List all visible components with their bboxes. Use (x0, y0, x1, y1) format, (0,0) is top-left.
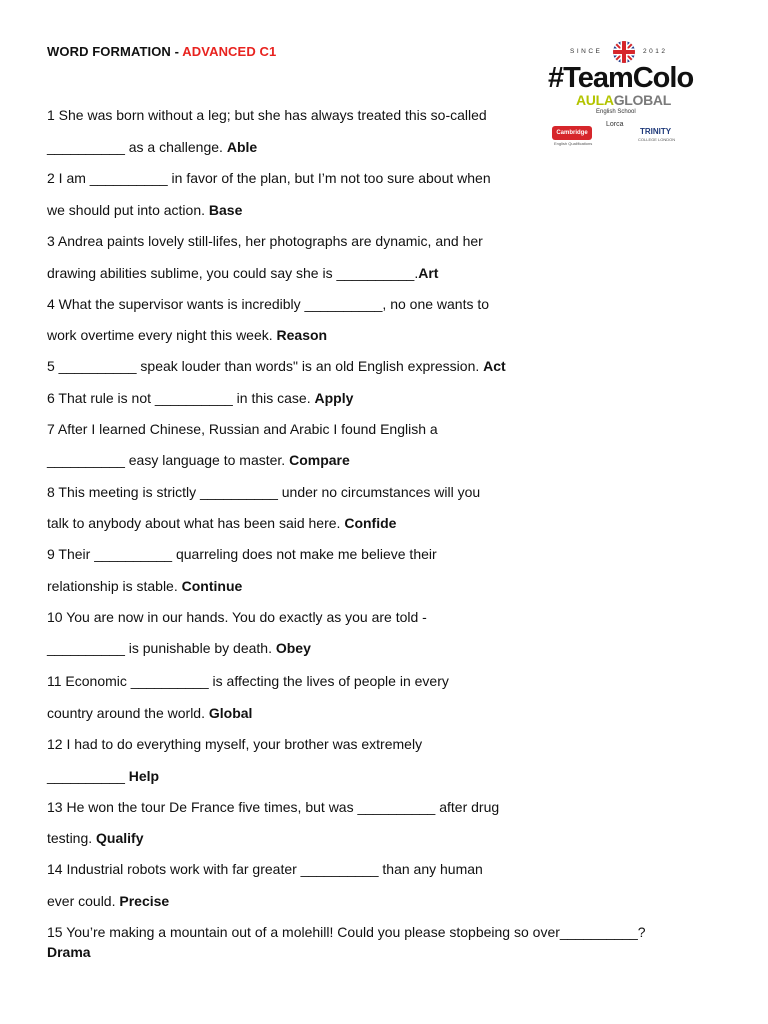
exercise-8-line-1 (47, 484, 480, 500)
exercise-keyword: Drama (47, 944, 91, 960)
logo-brand: #TeamColo (548, 62, 694, 94)
exercise-text: ever could. (47, 893, 120, 909)
exercise-text: 13 He won the tour De France five times, but was __________ after drug (47, 799, 500, 815)
exercise-14-line-2 (47, 893, 169, 909)
exercise-keyword: Confide (344, 515, 397, 531)
title-level: ADVANCED C1 (182, 44, 277, 59)
exercise-keyword: Art (418, 265, 439, 281)
exercise-9-line-1 (47, 546, 437, 562)
exercise-15-line-2 (47, 944, 91, 960)
title-prefix: WORD FORMATION - (47, 44, 183, 59)
exercise-2-line-2 (47, 202, 242, 218)
exercise-text: 12 I had to do everything myself, your brother was extremely (47, 736, 423, 752)
exercise-text: __________ as a challenge. (47, 139, 227, 155)
exercise-text: 4 What the supervisor wants is incredibly __________, no one wants to (47, 296, 490, 312)
exercise-keyword: Global (208, 705, 253, 721)
exercise-text: testing. (47, 830, 97, 846)
exercise-8-line-2 (47, 515, 396, 531)
exercise-10-line-2 (47, 640, 311, 656)
exercise-3-line-1 (47, 233, 483, 249)
exercise-keyword: Act (483, 358, 506, 374)
exercise-keyword: Precise (119, 893, 170, 909)
exercise-keyword: Apply (314, 390, 354, 406)
exercise-text: relationship is stable. (47, 578, 182, 594)
logo-since: SINCE (570, 48, 603, 55)
exercise-text: 3 Andrea paints lovely still-lifes, her photographs are dynamic, and her (47, 233, 483, 249)
cambridge-badge: Cambridge (552, 126, 592, 140)
exercise-4-line-2 (47, 327, 327, 343)
exercise-text: __________ is punishable by death. (47, 640, 276, 656)
exercise-text: 9 Their __________ quarreling does not make me believe their (47, 546, 437, 562)
school-logo (548, 20, 694, 148)
exercise-13-line-2 (47, 830, 144, 846)
trinity-subtitle: COLLEGE LONDON (638, 137, 676, 142)
union-jack-icon (612, 40, 636, 64)
exercise-7-line-1 (47, 421, 438, 437)
logo-city: Lorca (606, 121, 624, 128)
logo-year: 2012 (643, 48, 668, 55)
exercise-14-line-1 (47, 861, 483, 877)
exercise-4-line-1 (47, 296, 489, 312)
exercise-10-line-1 (47, 609, 427, 625)
exercise-12-line-1 (47, 736, 422, 752)
exercise-15-line-1 (47, 924, 646, 940)
exercise-7-line-2 (47, 452, 350, 468)
logo-global: GLOBAL (613, 92, 671, 108)
exercise-12-line-2 (47, 768, 159, 784)
exercise-3-line-2 (47, 265, 438, 281)
exercise-text: 14 Industrial robots work with far greater __________ than any human (47, 861, 483, 877)
exercise-13-line-1 (47, 799, 499, 815)
worksheet-title (47, 44, 276, 59)
exercise-text: 1 She was born without a leg; but she has always treated this so-called (47, 107, 487, 123)
exercise-text: talk to anybody about what has been said here. (47, 515, 345, 531)
exercise-keyword: Reason (276, 327, 328, 343)
exercise-11-line-1 (47, 673, 449, 689)
exercise-text: __________ easy language to master. (47, 452, 290, 468)
exercise-keyword: Continue (181, 578, 243, 594)
exercise-keyword: Qualify (96, 830, 144, 846)
exercise-text: 10 You are now in our hands. You do exactly as you are told - (47, 609, 427, 625)
logo-school: English School (596, 109, 636, 115)
exercise-text: 15 You’re making a mountain out of a molehill! Could you please stopbeing so over__________? (47, 924, 646, 940)
exercise-text: 11 Economic __________ is affecting the lives of people in every (47, 673, 449, 689)
logo-aula-global (576, 92, 671, 108)
exercise-keyword: Able (226, 139, 258, 155)
exercise-11-line-2 (47, 705, 252, 721)
exercise-1-line-1 (47, 107, 487, 123)
exercise-text: 5 __________ speak louder than words" is an old English expression. (47, 358, 484, 374)
exercise-5-line-1 (47, 358, 506, 374)
exercise-text: country around the world. (47, 705, 209, 721)
cambridge-subtitle: English Qualifications (554, 141, 593, 146)
exercise-text: 6 That rule is not __________ in this case. (47, 390, 315, 406)
exercise-keyword: Compare (289, 452, 350, 468)
exercise-keyword: Base (208, 202, 243, 218)
exercise-text: __________ (47, 768, 129, 784)
exercise-9-line-2 (47, 578, 242, 594)
exercise-text: 2 I am __________ in favor of the plan, but I’m not too sure about when (47, 170, 491, 186)
exercise-1-line-2 (47, 139, 257, 155)
exercise-text: drawing abilities sublime, you could say she is __________. (47, 265, 419, 281)
exercise-keyword: Obey (275, 640, 311, 656)
trinity-badge: TRINITY (640, 127, 672, 136)
exercise-keyword: Help (128, 768, 160, 784)
exercise-text: 7 After I learned Chinese, Russian and Arabic I found English a (47, 421, 438, 437)
exercise-6-line-1 (47, 390, 353, 406)
exercise-2-line-1 (47, 170, 491, 186)
logo-aula: AULA (576, 92, 614, 108)
exercise-text: work overtime every night this week. (47, 327, 277, 343)
exercise-text: we should put into action. (47, 202, 209, 218)
exercise-text: 8 This meeting is strictly __________ under no circumstances will you (47, 484, 481, 500)
